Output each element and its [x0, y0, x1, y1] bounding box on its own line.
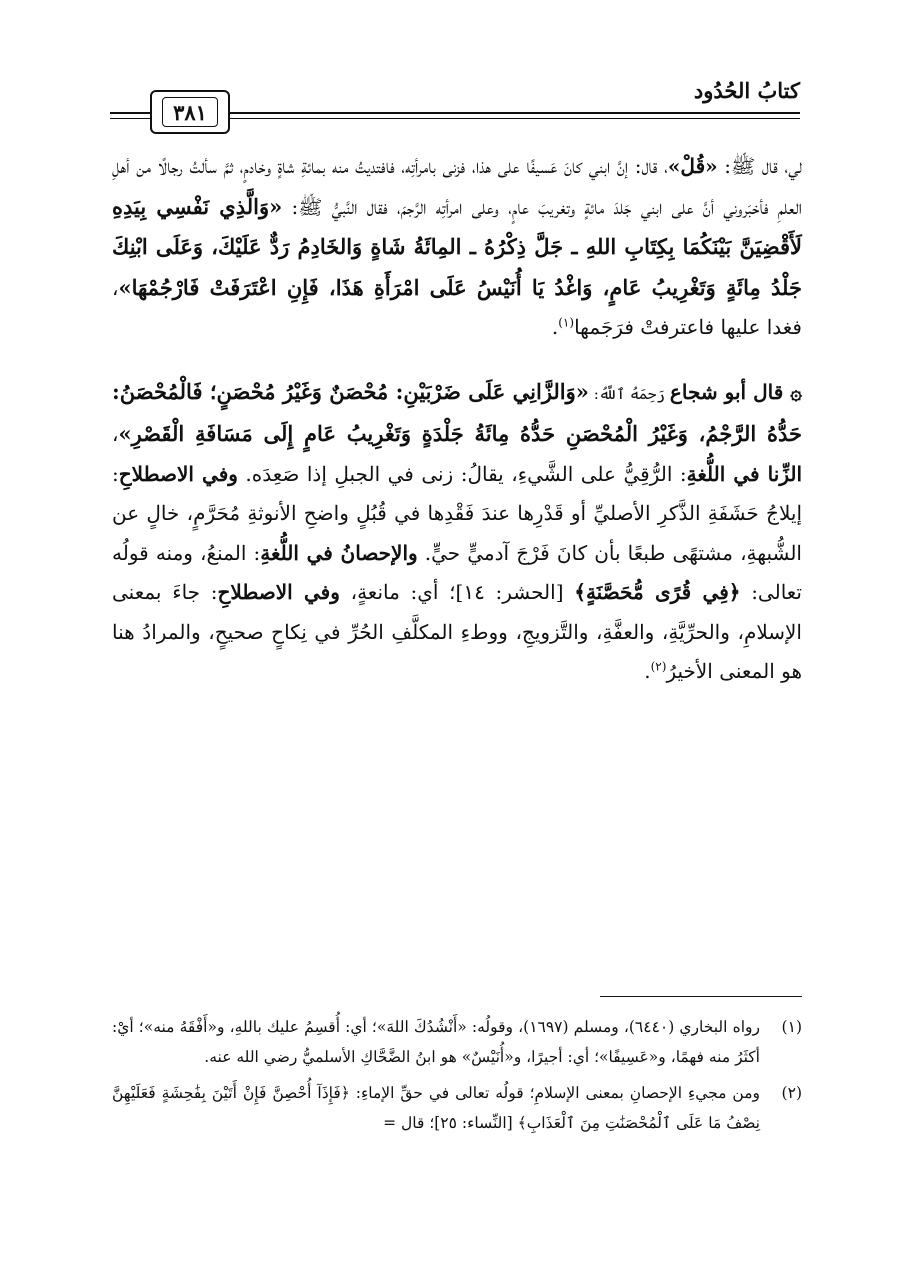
- term-heading: وفي الاصطلاحِ: [217, 580, 340, 604]
- text-span: : إيلاجُ حَشَفَةِ الذَّكرِ الأصليِّ أو قَدْرِها عندَ فَقْدِها في قُبُلٍ واضحِ الأنوثةِ مُحَرَّمٍ، خالٍ عن الشُّبهةِ، مشتهًى طبعًا بأن كانَ فَرْجَ آدميٍّ حيٍّ.: [112, 461, 802, 565]
- text-span: ، فغدا عليها فاعترفتْ فرَجَمها: [112, 275, 802, 339]
- header-rule: [228, 112, 800, 114]
- quran-quote: ﴿فِي قُرًى مُّحَصَّنَةٍ﴾: [574, 580, 741, 604]
- footnote-separator: [600, 996, 802, 997]
- text-span: لي، قال ﷺ:: [717, 154, 802, 178]
- text-span: ، قال: إنَّ ابني كانَ عَسيفًا على هذا، فزنى بامرأتِه، فافتديتُ منه بمائةِ شاةٍ وخادمٍ، ثمَّ سألتُ رجالًا من أهلِ العلمِ فأخبَروني أنَّ على ابني جَلدَ مائةٍ وتغريبَ عامٍ، وعلى امرأتِه الرَّجمَ، فقال النَّبيُّ ﷺ:: [112, 154, 802, 219]
- footnote-ref[interactable]: (٢): [650, 659, 667, 674]
- header-rule: [110, 118, 150, 119]
- footnote: [112, 1012, 802, 1072]
- page-header: [110, 72, 800, 128]
- term-heading: وفي الاصطلاحِ: [118, 461, 238, 486]
- text-span: [الحشر: ١٤]؛ أي: مانعةٍ،: [339, 580, 575, 604]
- paragraph: [112, 147, 802, 348]
- term-heading: والإحصانُ في اللُّغةِ: [260, 540, 418, 565]
- term-heading: الزِّنا في اللُّغةِ: [686, 461, 803, 486]
- text-span: ،: [112, 422, 119, 446]
- author-label: ۞ قال أبو شجاع: [669, 379, 802, 404]
- hadith-quote: «قُلْ»: [667, 154, 718, 178]
- text-span: : جاءَ بمعنى الإسلامِ، والحرِّيَّةِ، والعفَّةِ، والتَّزويجِ، ووطءِ المكلَّفِ الحُرِّ في نِكاحٍ صحيحٍ، والمرادُ هنا هو المعنى الأخيرُ: [112, 580, 802, 683]
- footnote: [112, 1078, 802, 1138]
- footnote-number: (٢): [781, 1084, 802, 1102]
- paragraph: [112, 372, 802, 692]
- running-title: كتابُ الحُدُود: [693, 78, 800, 103]
- footnote-text: رواه البخاري (٦٤٤٠)، ومسلم (١٦٩٧)، وقولُه: «أَنْشُدُكَ اللهَ»؛ أي: أُقسِمُ عليك باللهِ، و«أَفْقَهُ منه»؛ أيْ: أكثَرُ منه فهمًا، و«عَسِيفًا»؛ أي: أجيرًا، و«أُنَيْسٌ» هو ابنُ الضَّحَّاكِ الأسلميُّ رضي الله عنه.: [112, 1018, 760, 1066]
- footnotes: [112, 1012, 802, 1144]
- text-span: .: [644, 659, 651, 683]
- hadith-quote: «وَالَّذِي نَفْسِي بِيَدِهِ لَأَقْضِيَنَّ بَيْنَكُمَا بِكِتَابِ اللهِ ـ جَلَّ ذِكْرُهُ ـ المِائَةُ شَاةٍ وَالخَادِمُ رَدٌّ عَلَيْكَ، وَعَلَى ابْنِكَ جَلْدُ مِائَةٍ وَتَغْرِيبُ عَامٍ، وَاغْدُ يَا أُنَيْسُ عَلَى امْرَأَةِ هَذَا، فَإِنِ اعْتَرَفَتْ فَارْجُمْهَا»: [112, 193, 802, 300]
- page-number-box: [150, 90, 230, 134]
- matn-quote: «وَالزَّانِي عَلَى ضَرْبَيْنِ: مُحْصَنٌ وَغَيْرُ مُحْصَنٍ؛ فَالْمُحْصَنُ: حَدُّهُ الرَّجْمُ، وَغَيْرُ الْمُحْصَنِ حَدُّهُ مِائَةُ جَلْدَةٍ وَتَغْرِيبُ عَامٍ إِلَى مَسَافَةِ الْقَصْرِ»: [112, 378, 802, 446]
- text-span: : الرُّقِيُّ على الشَّيءِ، يقالُ: زنى في الجبلِ إذا صَعِدَه.: [237, 461, 687, 486]
- footnote-ref[interactable]: (١): [558, 315, 575, 330]
- header-rule: [110, 112, 150, 114]
- text-span: : المنعُ، ومنه قولُه تعالى:: [112, 540, 803, 604]
- text-span: .: [551, 315, 559, 339]
- page-number: ٣٨١: [162, 97, 218, 127]
- main-text: [112, 147, 802, 692]
- honorific: رَحِمَهُ ٱللَّهُ:: [588, 384, 670, 403]
- header-rule: [228, 118, 800, 119]
- footnote-text: ومن مجيءِ الإحصانِ بمعنى الإسلامِ؛ قولُه تعالى في حقِّ الإماءِ: ﴿فَإِذَآ أُحْصِنَّ فَإِنْ أَتَيْنَ بِفَٰحِشَةٍ فَعَلَيْهِنَّ نِصْفُ مَا عَلَى ٱلْمُحْصَنَٰتِ مِنَ ٱلْعَذَابِ﴾ [النِّساء: ٢٥]؛ قال =: [112, 1084, 760, 1132]
- footnote-number: (١): [781, 1018, 802, 1036]
